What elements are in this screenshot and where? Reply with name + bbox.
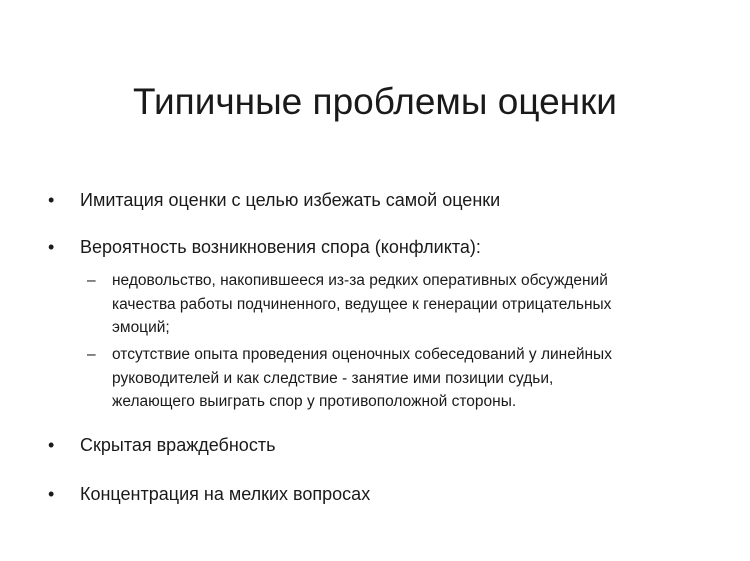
bullet-marker: • (48, 484, 55, 504)
sub-item-line: руководителей и как следствие - занятие ими позиции судьи, (112, 369, 554, 387)
sub-item-text (112, 343, 712, 414)
sub-item-line: качества работы подчиненного, ведущее к генерации отрицательных (112, 295, 612, 313)
dash-marker: – (87, 346, 96, 363)
bullet-marker: • (48, 190, 55, 210)
sub-item-line: недовольство, накопившееся из-за редких оперативных обсуждений (112, 272, 608, 289)
bullet-marker: • (48, 237, 55, 257)
sub-item-line: желающего выиграть спор у противоположной стороны. (112, 393, 517, 410)
bullet-text: Концентрация на мелких вопросах (80, 484, 371, 504)
bullet-text: Вероятность возникновения спора (конфликта): (80, 237, 481, 257)
bullet-marker: • (48, 435, 55, 455)
sub-item-line: эмоций; (112, 319, 170, 336)
sub-item-text (112, 269, 712, 340)
dash-marker: – (87, 272, 96, 289)
sub-item-line: отсутствие опыта проведения оценочных собеседований у линейных (112, 346, 612, 363)
bullet-text: Имитация оценки с целью избежать самой оценки (80, 190, 501, 210)
slide-title: Типичные проблемы оценки (133, 81, 617, 122)
bullet-text: Скрытая враждебность (80, 435, 276, 455)
